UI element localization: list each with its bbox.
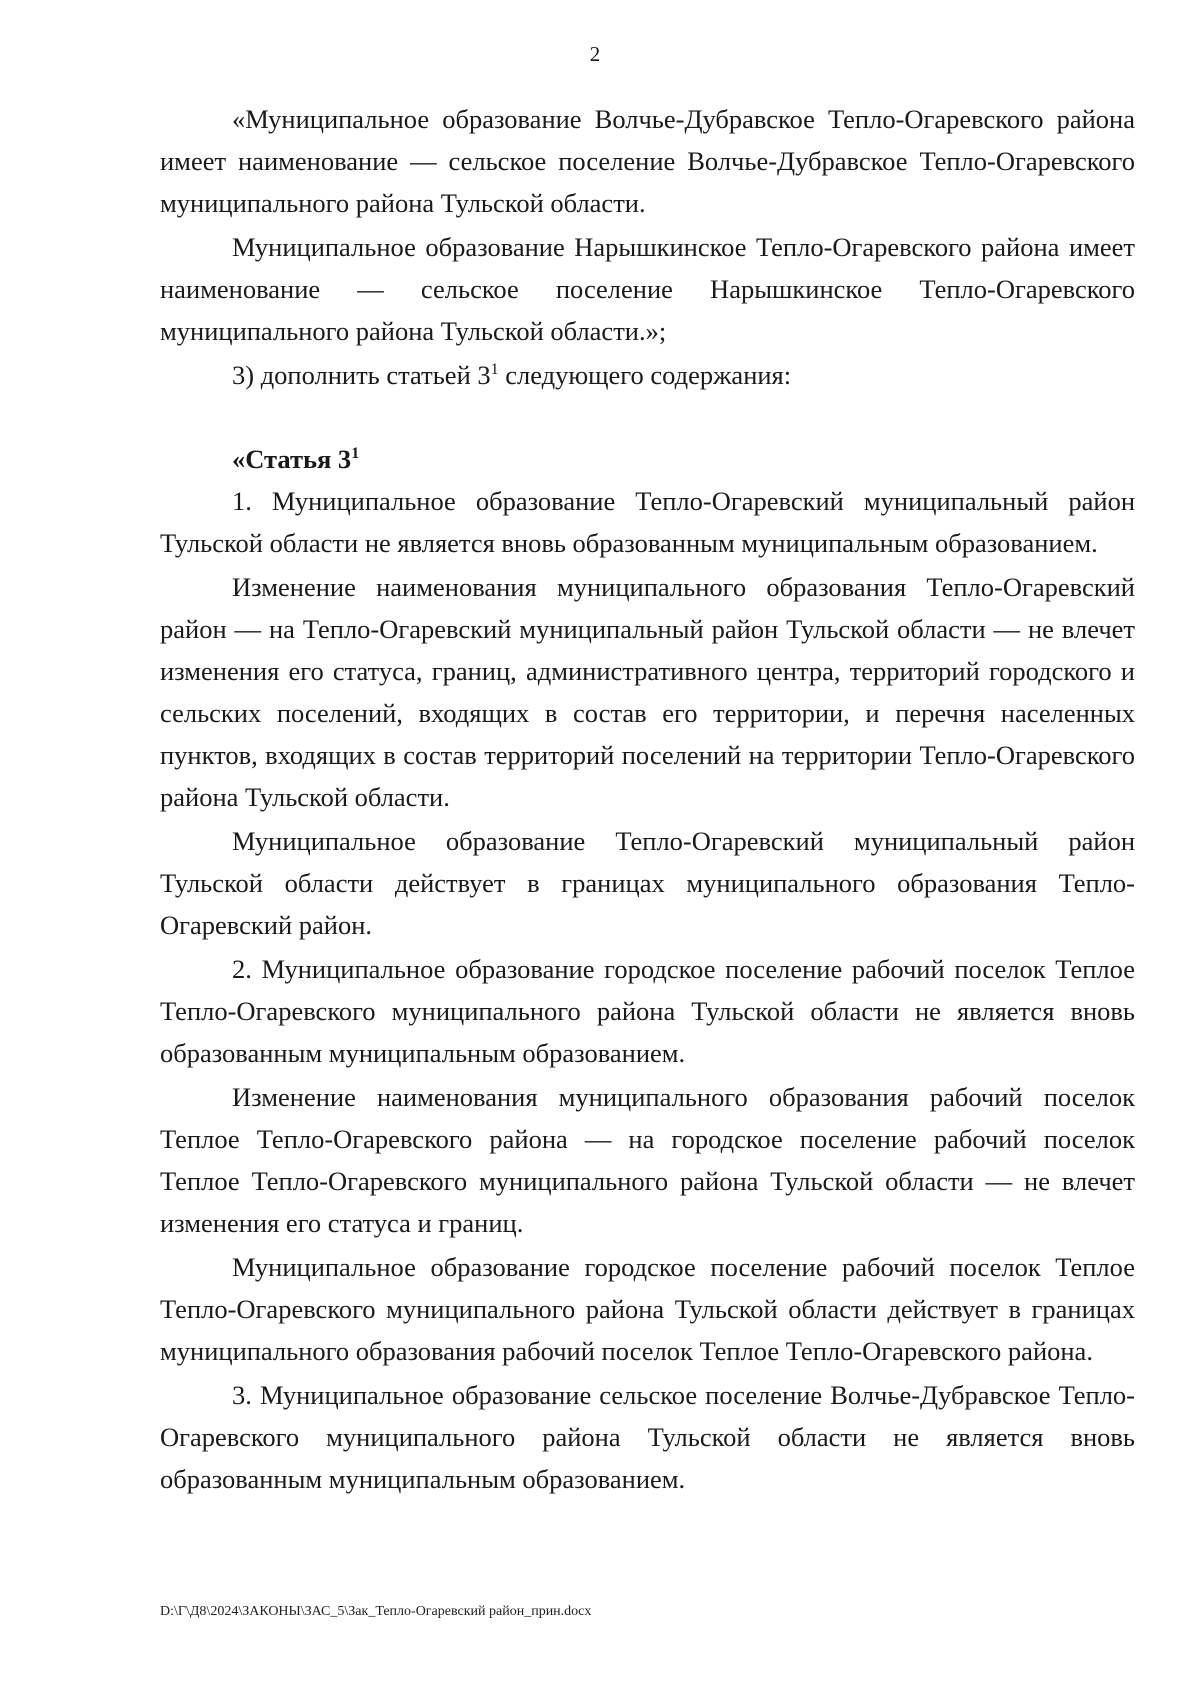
article-paragraph-5: Изменение наименования муниципального образования рабочий поселок Теплое Тепло-Огаревского района — на городское поселение рабочий поселок Теплое Тепло-Огаревского муниципального района Тульской области — не влечет изменения его статуса и границ. (160, 1082, 1135, 1238)
amendment-item-superscript: 1 (490, 361, 499, 379)
amendment-item-text: 3) дополнить статьей 3 (232, 360, 491, 390)
article-paragraph-4: 2. Муниципальное образование городское поселение рабочий поселок Теплое Тепло-Огаревского муниципального района Тульской области не является вновь образованным муниципальным образованием. (160, 954, 1135, 1068)
article-heading-text: «Статья 3 (232, 444, 352, 474)
article-paragraph-3: Муниципальное образование Тепло-Огаревский муниципальный район Тульской области действует в границах муниципального образования Тепло-Огаревский район. (160, 826, 1135, 940)
article-paragraph-1: 1. Муниципальное образование Тепло-Огаревский муниципальный район Тульской области не является вновь образованным муниципальным образованием. (160, 486, 1135, 558)
article-paragraph-6: Муниципальное образование городское поселение рабочий поселок Теплое Тепло-Огаревского муниципального района Тульской области действует в границах муниципального образования рабочий поселок Теплое Тепло-Огаревского района. (160, 1252, 1135, 1366)
article-paragraph-2: Изменение наименования муниципального образования Тепло-Огаревский район — на Тепло-Огаревский муниципальный район Тульской области — не влечет изменения его статуса, границ, административного центра, территорий городского и сельских поселений, входящих в состав его территории, и перечня населенных пунктов, входящих в состав территорий поселений на территории Тепло-Огаревского района Тульской области. (160, 572, 1135, 812)
article-heading (160, 438, 1135, 480)
amendment-item-text-end: следующего содержания: (498, 360, 792, 390)
intro-paragraph-2: Муниципальное образование Нарышкинское Тепло-Огаревского района имеет наименование — сельское поселение Нарышкинское Тепло-Огаревского муниципального района Тульской области.»; (160, 232, 1135, 346)
footer-file-path: D:\Г\Д8\2024\ЗАКОНЫ\ЗАС_5\Зак_Тепло-Огаревский район_прин.docx (160, 1604, 592, 1619)
article-paragraph-7: 3. Муниципальное образование сельское поселение Волчье-Дубравское Тепло-Огаревского муниципального района Тульской области не является вновь образованным муниципальным образованием. (160, 1380, 1135, 1494)
page-number: 2 (589, 42, 601, 66)
intro-paragraph-1: «Муниципальное образование Волчье-Дубравское Тепло-Огаревского района имеет наименование — сельское поселение Волчье-Дубравское Тепло-Огаревского муниципального района Тульской области. (160, 104, 1135, 218)
amendment-item (160, 354, 1135, 396)
document-body (160, 98, 1135, 1500)
article-heading-superscript: 1 (351, 445, 360, 463)
